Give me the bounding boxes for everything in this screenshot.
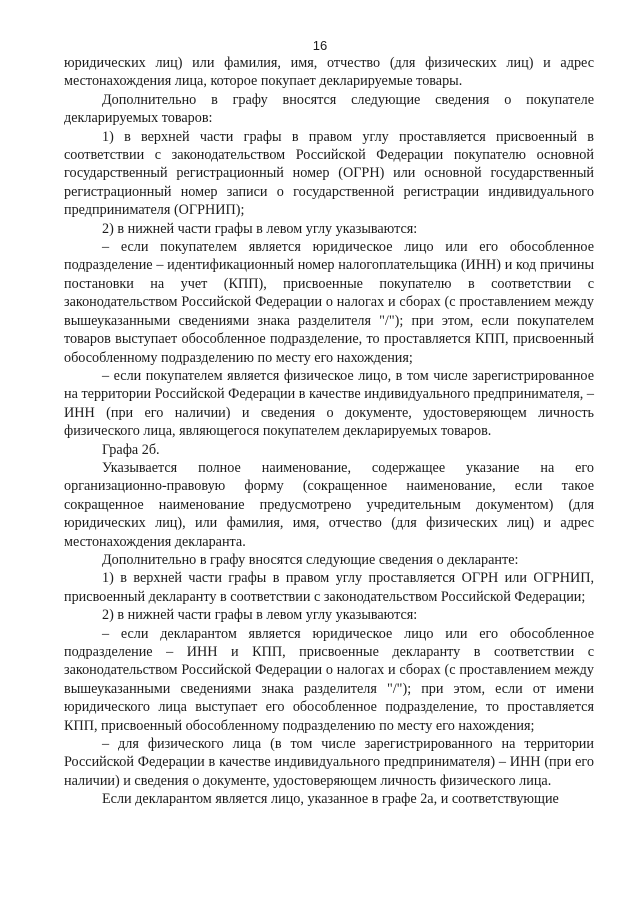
paragraph: Дополнительно в графу вносятся следующие сведения о декларанте: (102, 551, 519, 568)
paragraph: – если покупателем является юридическое лицо или его обособленное подразделение – идентификационный номер налогоплательщика (ИНН) и код причины постановки на учет (КПП), присвоенные покупателю в соответствии с законодательством Российской Федерации о налогах и сборах (с проставлением между вышеуказанными сведениями знака разделителя "/"); при этом, если покупателем товаров выступает обособленное подразделение, то проставляется КПП, присвоенный обособленному подразделению по месту его нахождения; (64, 239, 594, 366)
document-body (64, 54, 594, 809)
paragraph: Дополнительно в графу вносятся следующие сведения о покупателе декларируемых товаров: (64, 91, 594, 127)
paragraph: 2) в нижней части графы в левом углу указываются: (102, 220, 418, 237)
paragraph: юридических лиц) или фамилия, имя, отчество (для физических лиц) и адрес местонахождения лица, которое покупает декларируемые товары. (64, 55, 594, 90)
paragraph: – для физического лица (в том числе зарегистрированного на территории Российской Федерации в качестве индивидуального предпринимателя) – ИНН (при его наличии) и сведения о документе, удостоверяющем личность физического лица. (64, 736, 594, 789)
paragraph: 1) в верхней части графы в правом углу проставляется ОГРН или ОГРНИП, присвоенный декларанту в соответствии с законодательством Российской Федерации; (64, 570, 594, 605)
paragraph: – если декларантом является юридическое лицо или его обособленное подразделение – ИНН и КПП, присвоенные декларанту в соответствии с законодательством Российской Федерации о налогах и сборах (с проставлением между вышеуказанными сведениями знака разделителя "/"); при этом, если от имени юридического лица выступает его обособленное подразделение, то проставляется КПП, присвоенный обособленному подразделению по месту его нахождения; (64, 625, 594, 734)
section-heading: Графа 2б. (102, 441, 160, 458)
paragraph: Указывается полное наименование, содержащее указание на его организационно-правовую форму (сокращенное наименование, если такое сокращенное наименование предусмотрено учредительным документом) (для юридических лиц), или фамилия, имя, отчество (для физических лиц) и адрес местонахождения декларанта. (64, 459, 594, 550)
paragraph: Если декларантом является лицо, указанное в графе 2а, и соответствующие (102, 791, 559, 808)
paragraph: 2) в нижней части графы в левом углу указываются: (102, 607, 418, 624)
paragraph: – если покупателем является физическое лицо, в том числе зарегистрированное на территории Российской Федерации в качестве индивидуального предпринимателя, – ИНН (при его наличии) и сведения о документе, удостоверяющем личность физического лица, являющегося покупателем декларируемых товаров. (64, 367, 594, 440)
paragraph: 1) в верхней части графы в правом углу проставляется присвоенный в соответствии с законодательством Российской Федерации покупателю основной государственный регистрационный номер (ОГРН) или основной государственный регистрационный номер записи о государственной регистрации индивидуального предпринимателя (ОГРНИП); (64, 128, 594, 219)
page-number: 16 (312, 38, 328, 53)
